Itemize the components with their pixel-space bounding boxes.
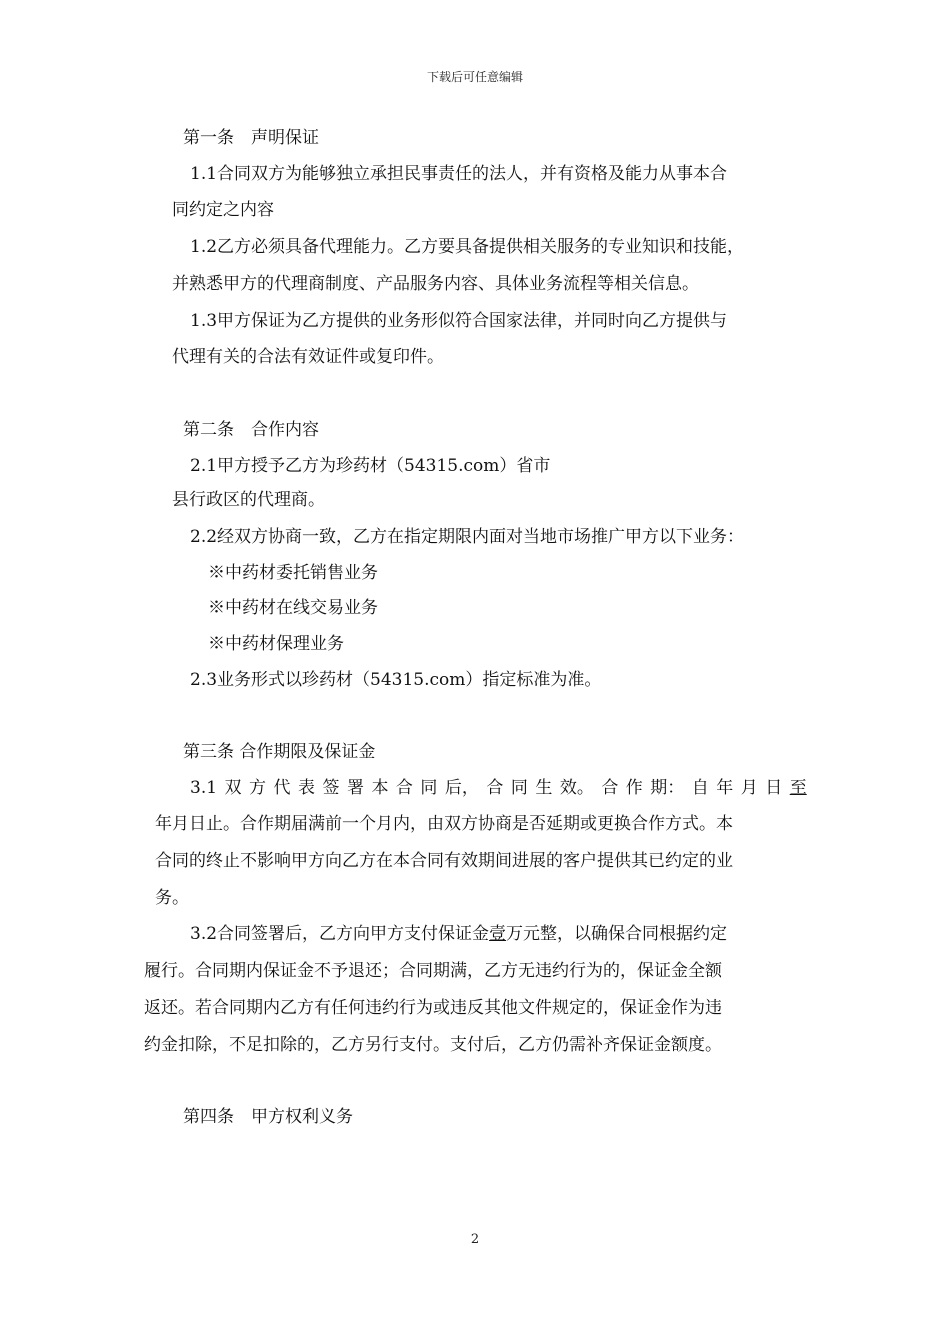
clause-3-1-line-1: [190, 777, 807, 799]
underlined-text: 壹: [489, 924, 507, 944]
underlined-text: 至: [789, 778, 807, 798]
text-segment: 生: [535, 778, 553, 798]
clause-1-1-line-2: 同约定之内容: [172, 200, 274, 220]
clause-1-1-line-1: 1.1合同双方为能够独立承担民事责任的法人，并有资格及能力从事本合: [190, 164, 728, 184]
clause-1-2-line-2: 并熟悉甲方的代理商制度、产品服务内容、具体业务流程等相关信息。: [172, 274, 699, 294]
text-segment: 双: [224, 778, 242, 798]
text-segment: 作: [625, 778, 643, 798]
list-item: ※中药材在线交易业务: [208, 598, 378, 618]
text-segment: 签: [322, 778, 340, 798]
clause-3-1-line-2: 年月日止。合作期届满前一个月内，由双方协商是否延期或更换合作方式。本: [155, 814, 733, 834]
text-segment: 表: [297, 778, 315, 798]
clause-1-3-line-1: 1.3甲方保证为乙方提供的业务形似符合国家法律，并同时向乙方提供与: [190, 311, 728, 331]
list-item: ※中药材委托销售业务: [208, 563, 378, 583]
text-segment: 合: [395, 778, 413, 798]
section-4-title: 第四条 甲方权利义务: [183, 1107, 353, 1127]
text-segment: 同: [510, 778, 528, 798]
text-segment: 本: [371, 778, 389, 798]
text-segment: 署: [346, 778, 364, 798]
text-segment: 万元整，以确保合同根据约定: [506, 924, 728, 944]
clause-2-1-line-1: 2.1甲方授予乙方为珍药材（54315.com）省市: [190, 456, 551, 476]
text-segment: 后，: [444, 778, 479, 798]
clause-3-2-line-2: 履行。合同期内保证金不予退还；合同期满，乙方无违约行为的，保证金全额: [144, 961, 722, 981]
clause-1-2-line-1: 1.2乙方必须具备代理能力。乙方要具备提供相关服务的专业知识和技能，: [190, 237, 745, 257]
text-segment: 方: [249, 778, 267, 798]
clause-2-2: 2.2经双方协商一致，乙方在指定期限内面对当地市场推广甲方以下业务：: [190, 527, 745, 547]
text-segment: 3.1: [190, 778, 218, 798]
clause-1-3-line-2: 代理有关的合法有效证件或复印件。: [172, 347, 444, 367]
clause-3-1-line-4: 务。: [155, 888, 189, 908]
text-segment: 同: [420, 778, 438, 798]
clause-2-1-line-2: 县行政区的代理商。: [172, 490, 325, 510]
clause-3-2-line-1: [190, 923, 727, 945]
section-3-title: 第三条 合作期限及保证金: [183, 742, 376, 762]
text-segment: 年: [716, 778, 734, 798]
page-header: 下载后可任意编辑: [426, 70, 523, 84]
text-segment: 合: [601, 778, 619, 798]
text-segment: 3.2合同签署后，乙方向甲方支付保证金: [190, 924, 490, 944]
section-2-title: 第二条 合作内容: [183, 420, 319, 440]
text-segment: 效。: [559, 778, 594, 798]
section-1-title: 第一条 声明保证: [183, 128, 319, 148]
page-number: 2: [470, 1232, 480, 1247]
text-segment: 月: [740, 778, 758, 798]
text-segment: 期：: [650, 778, 685, 798]
list-item: ※中药材保理业务: [208, 634, 344, 654]
clause-3-1-line-3: 合同的终止不影响甲方向乙方在本合同有效期间进展的客户提供其已约定的业: [155, 851, 733, 871]
text-segment: 日: [765, 778, 783, 798]
text-segment: 合: [486, 778, 504, 798]
text-segment: 代: [273, 778, 291, 798]
text-segment: 自: [691, 778, 709, 798]
clause-2-3: 2.3业务形式以珍药材（54315.com）指定标准为准。: [190, 670, 602, 690]
clause-3-2-line-3: 返还。若合同期内乙方有任何违约行为或违反其他文件规定的，保证金作为违: [144, 998, 722, 1018]
clause-3-2-line-4: 约金扣除，不足扣除的，乙方另行支付。支付后，乙方仍需补齐保证金额度。: [144, 1035, 722, 1055]
